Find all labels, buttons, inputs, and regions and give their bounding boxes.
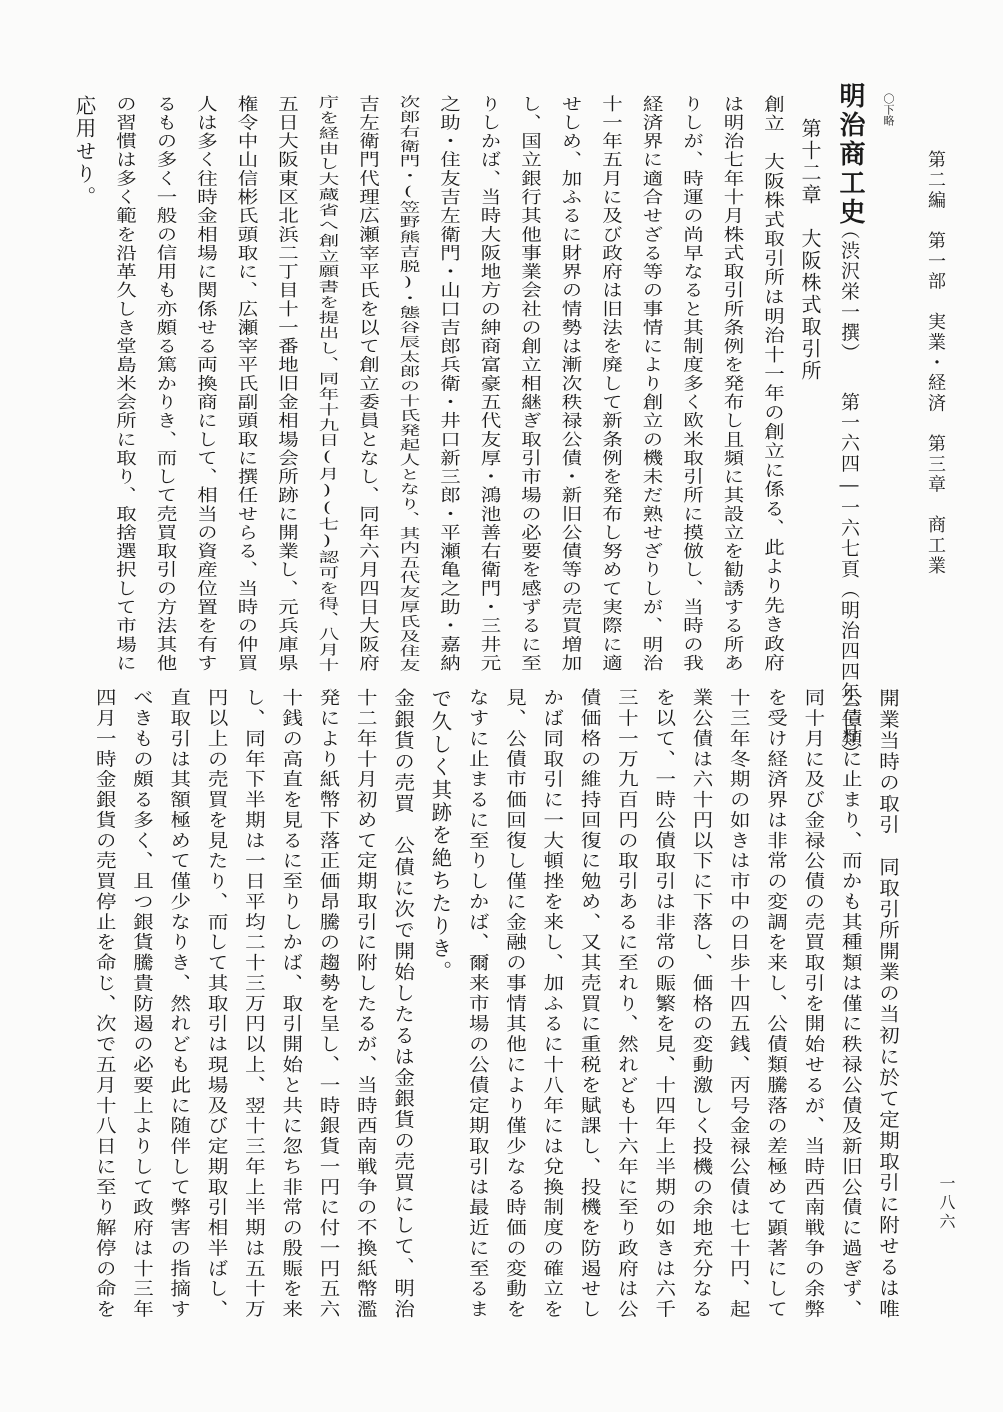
text-column: し、国立銀行其他事業会社の創立相継ぎ取引市場の必要を感ずるに至	[517, 95, 542, 673]
text-column: べきもの頗る多く、且つ銀貨騰貴防遏の必要上よりして政府は十三年	[129, 688, 154, 1320]
text-column: 経済界に適合せざる等の事情により創立の機未だ熟せざりしが、明治	[639, 95, 663, 673]
text-column: 応用せり。	[72, 95, 96, 209]
text-column: 十一年五月に及び政府は旧法を廃して新条例を発布し努めて実際に適	[598, 95, 623, 673]
text-column: 人は多く往時金相場に関係せる両換商にして、相当の資産位置を有す	[193, 95, 218, 673]
running-header: 第二編 第一部 実業・経済 第三章 商工業	[925, 150, 946, 577]
text-column: りしかば、当時大阪地方の紳商富豪五代友厚・鴻池善右衛門・三井元	[477, 95, 501, 673]
text-column: を受け経済界は非常の変調を来し、公債類騰落の差極めて顕著にして	[763, 688, 788, 1320]
text-column: 十銭の高直を見るに至りしかば、取引開始と共に忽ち非常の殷賑を来	[278, 688, 303, 1320]
text-column: は明治七年十月株式取引所条例を発布し且頻に其設立を勧誘する所あ	[720, 95, 744, 673]
text-column: 開業当時の取引 同取引所開業の当初に於て定期取引に附せるは唯	[875, 688, 900, 1320]
text-column: 同十月に及び金禄公債の売買取引を開始せるが、当時西南戦争の余弊	[800, 688, 825, 1320]
text-column: 業公債は六十円以下に下落し、価格の変動激しく投機の余地充分なる	[689, 688, 713, 1320]
text-column: 十三年冬期の如きは市中の日歩十四五銭、丙号金禄公債は七十円、起	[726, 688, 751, 1320]
text-column: で久しく其跡を絶ちたりき。	[427, 688, 452, 984]
book-page-range: 第一六四―一六七頁（明治四四年三月）	[838, 392, 860, 764]
text-column: なすに止まるに至りしかば、爾来市場の公債定期取引は最近に至るま	[465, 688, 490, 1320]
omission-note: 〇下略	[882, 93, 895, 126]
text-column: 直取引は其額極めて僅少なりき、然れども此に随伴して弊害の指摘す	[166, 688, 191, 1320]
text-column: 債価格の維持回復に勉め、又其売買に重税を賦課し、投機を防遏せし	[577, 688, 602, 1320]
text-column: かば同取引に一大頓挫を来し、加ふるに十八年には兌換制度の確立を	[539, 688, 564, 1320]
text-column: 十二年十月初めて定期取引に附したるが、当時西南戦争の不換紙幣濫	[353, 688, 378, 1320]
text-column: 三十一万九百円の取引あるに至れり、然れども十六年に至り政府は公	[614, 688, 639, 1320]
text-column: 吉左衛門代理広瀬宰平氏を以て創立委員となし、同年六月四日大阪府	[355, 95, 380, 673]
text-column: 見、公債市価回復し僅に金融の事情其他により僅少なる時価の変動を	[502, 688, 527, 1320]
text-column: 円以上の売買を見たり、而して其取引は現場及び定期取引相半ばし、	[204, 688, 229, 1320]
book-title: 明治商工史	[835, 82, 865, 227]
text-column: 次郎右衛門・(笠野熊吉脱)・態谷辰太郎の十氏発起人となり、其内五代友厚氏及住友	[396, 95, 420, 674]
page-number: 一八六	[937, 1175, 956, 1232]
text-column: 発により紙幣下落正価昂騰の趨勢を呈し、一時銀貨一円に付一円五六	[316, 688, 340, 1320]
text-column: し、同年下半期は一日平均二十三万円以上、翌十三年上半期は五十万	[241, 688, 266, 1320]
text-column: 之助・住友吉左衛門・山口吉郎兵衛・井口新三郎・平瀬亀之助・嘉納	[436, 95, 461, 673]
text-column: の習慣は多く範を沿革久しき堂島米会所に取り、取捨選択して市場に	[112, 95, 137, 673]
text-column: 公債類に止まり、而かも其種類は僅に秩禄公債及新旧公債に過ぎず、	[838, 688, 863, 1320]
text-column: 金銀貨の売買 公債に次で開始したるは金銀貨の売買にして、明治	[390, 688, 415, 1320]
text-column: 五日大阪東区北浜二丁目十一番地旧金相場会所跡に開業し、元兵庫県	[274, 95, 299, 673]
text-column: りしが、時運の尚早なると其制度多く欧米取引所に摸倣し、当時の我	[679, 95, 704, 673]
text-column: 権令中山信彬氏頭取に、広瀬宰平氏副頭取に撰任せらる、当時の仲買	[234, 95, 258, 673]
text-column: るもの多く一般の信用も亦頗る篤かりき、而して売買取引の方法其他	[153, 95, 177, 673]
text-column: 庁を経由し大蔵省へ創立願書を提出し、同年十九日(月)(七)認可を得、八月十	[315, 95, 339, 673]
text-column: 四月一時金銀貨の売買停止を命じ、次で五月十八日に至り解停の命を	[92, 688, 117, 1320]
book-author: （渋沢栄一撰）	[838, 220, 860, 364]
text-column: 創立 大阪株式取引所は明治十一年の創立に係る、此より先き政府	[760, 95, 785, 674]
text-column: を以て、一時公債取引は非常の賑繁を見、十四年上半期の如きは六千	[651, 688, 676, 1320]
chapter-title: 第十二章 大阪株式取引所	[798, 118, 822, 382]
text-column: せしめ、加ふるに財界の情勢は漸次秩禄公債・新旧公債等の売買増加	[558, 95, 582, 673]
